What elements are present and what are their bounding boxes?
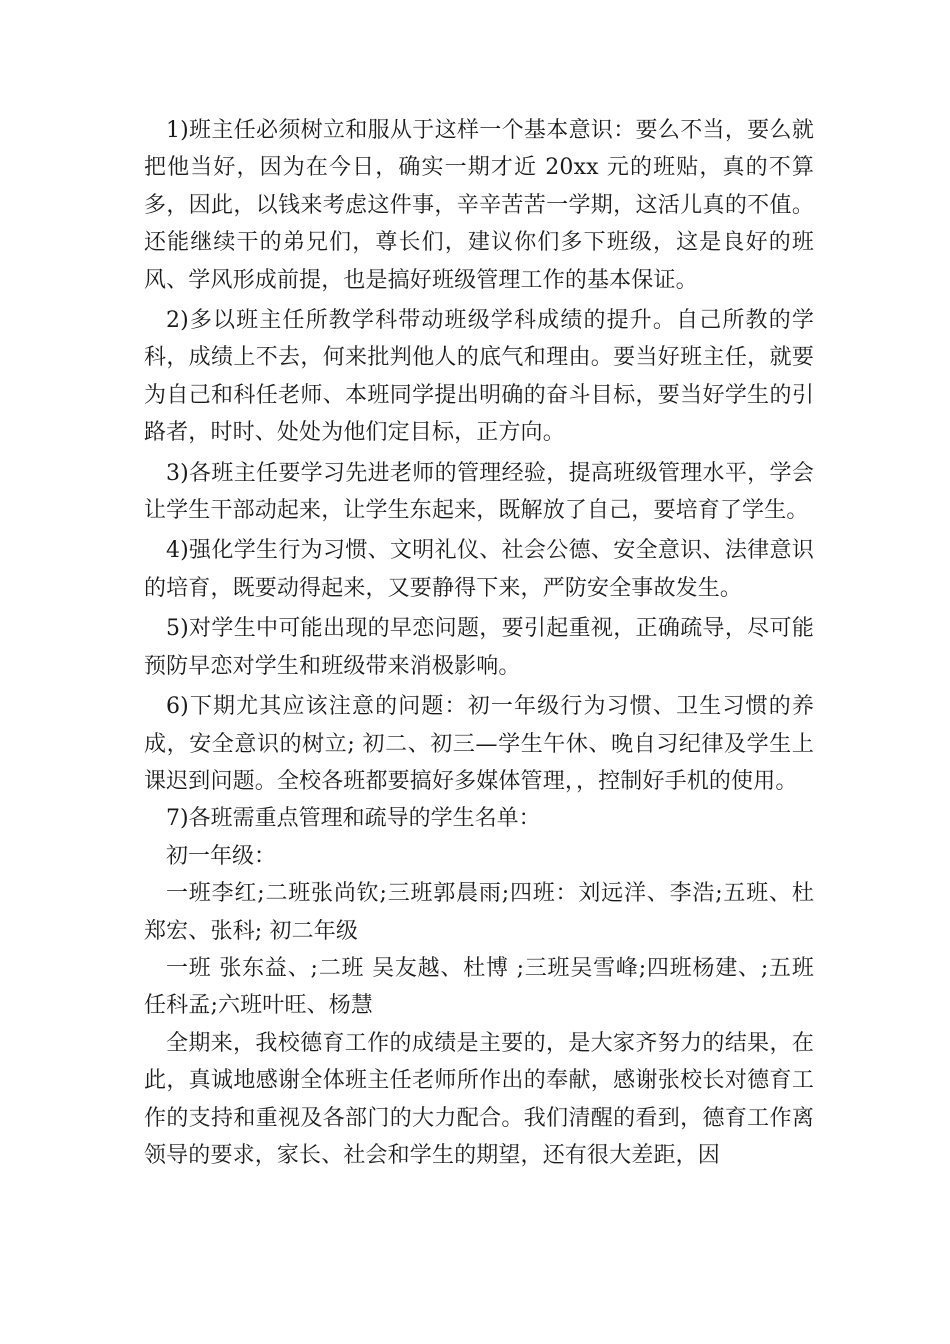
grade-heading: 初一年级：	[166, 843, 277, 869]
student-list-2: 一班 张东益、;二班 吴友越、杜博 ;三班吴雪峰;四班杨建、;五班任科孟;六班叶旺、杨慧	[144, 955, 814, 1019]
paragraph-6: 6)下期尤其应该注意的问题：初一年级行为习惯、卫生习惯的养成，安全意识的树立; 初二、初三—学生午休、晚自习纪律及学生上课迟到问题。全校各班都要搞好多媒体管理，，控制好手机的使用。	[144, 694, 814, 794]
paragraph-7: 7)各班需重点管理和疏导的学生名单：	[166, 806, 541, 832]
student-list-1: 一班李红;二班张尚钦;三班郭晨雨;四班：刘远洋、李浩;五班、杜郑宏、张科; 初二年级	[144, 881, 814, 944]
paragraph-3: 3)各班主任要学习先进老师的管理经验，提高班级管理水平，学会让学生干部动起来，让学生东起来，既解放了自己，要培育了学生。	[144, 460, 814, 524]
paragraph-4: 4)强化学生行为习惯、文明礼仪、社会公德、安全意识、法律意识的培育，既要动得起来，又要静得下来，严防安全事故发生。	[144, 538, 814, 601]
paragraph-2: 2)多以班主任所教学科带动班级学科成绩的提升。自己所教的学科，成绩上不去，何来批判他人的底气和理由。要当好班主任，就要为自己和科任老师、本班同学提出明确的奋斗目标，要当好学生的引路者，时时、处处为他们定目标，正方向。	[144, 308, 814, 446]
paragraph-1: 1)班主任必须树立和服从于这样一个基本意识：要么不当，要么就把他当好，因为在今日，确实一期才近 20xx 元的班贴，真的不算多，因此，以钱来考虑这件事，辛辛苦苦一学期，这活儿真的不值。还能继续干的弟兄们，尊长们，建议你们多下班级，这是良好的班风、学风形成前提，也是搞好班级管理工作的基本保证。	[144, 118, 814, 293]
paragraph-5: 5)对学生中可能出现的早恋问题，要引起重视，正确疏导，尽可能预防早恋对学生和班级带来消极影响。	[144, 616, 814, 679]
closing-paragraph: 全期来，我校德育工作的成绩是主要的，是大家齐努力的结果，在此，真诚地感谢全体班主任老师所作出的奉献，感谢张校长对德育工作的支持和重视及各部门的大力配合。我们清醒的看到，德育工作离领导的要求，家长、社会和学生的期望，还有很大差距，因	[144, 1030, 814, 1168]
document-body	[144, 112, 814, 1174]
